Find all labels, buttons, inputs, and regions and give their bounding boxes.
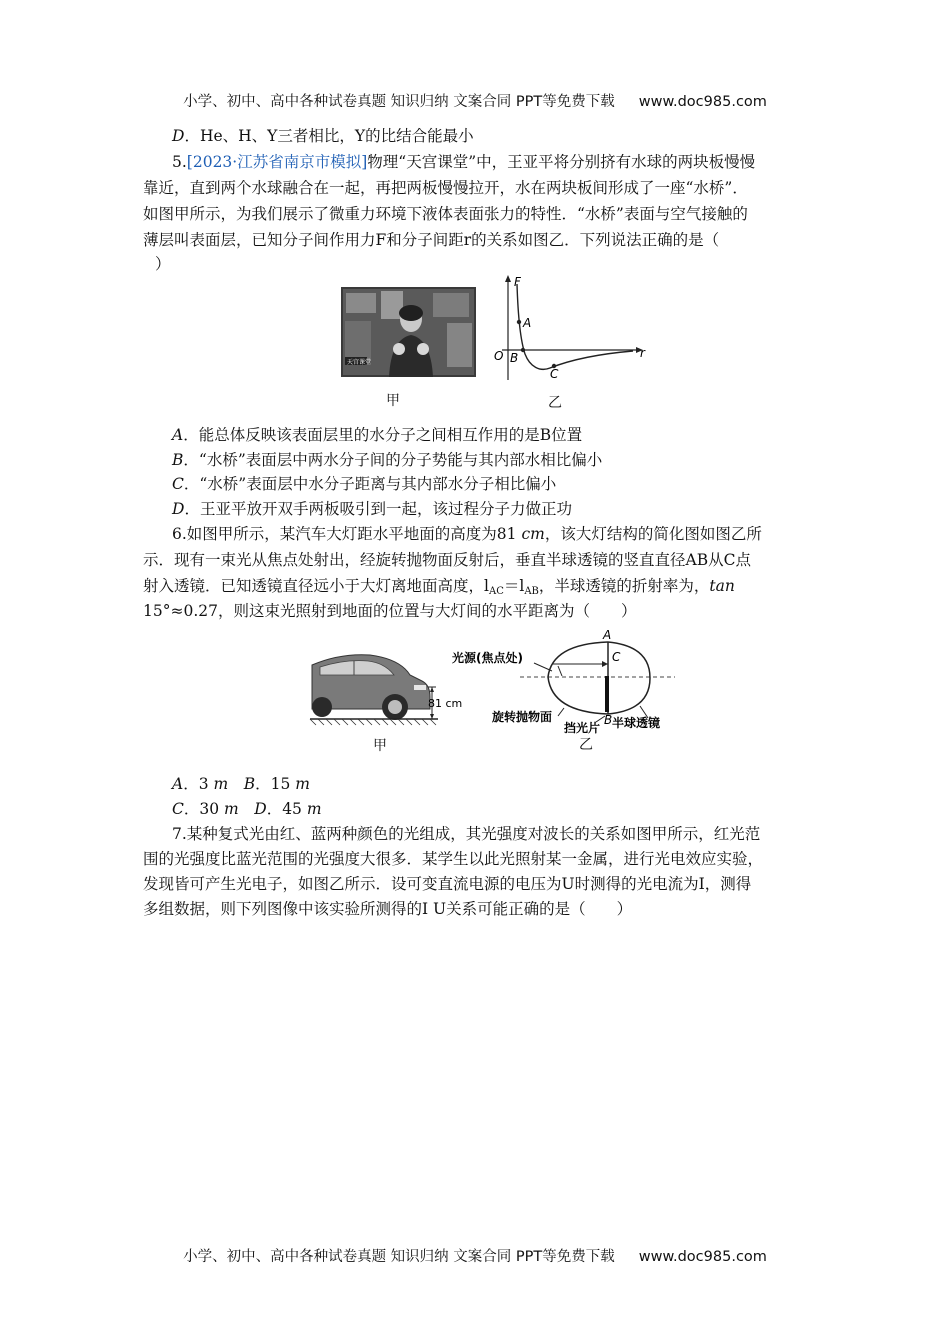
option-letter: D xyxy=(172,500,185,518)
q7-line3: 发现皆可产生光电子，如图乙所示．设可变直流电源的电压为U时测得的光电流为I，测得 xyxy=(143,875,752,893)
label-C: C xyxy=(612,650,621,664)
q6-line2: 示．现有一束光从焦点处射出，经旋转抛物面反射后，垂直半球透镜的竖直直径AB从C点 xyxy=(143,551,751,569)
q5-option-c xyxy=(172,472,556,496)
q5-option-d xyxy=(172,497,572,521)
label-shield: 挡光片 xyxy=(564,721,601,735)
q4-option-d xyxy=(172,124,474,148)
label-A: A xyxy=(603,628,612,642)
q6-fig-yi-label: 乙 xyxy=(579,737,593,753)
option-letter: B xyxy=(172,451,184,469)
graph-label-F: F xyxy=(514,275,521,289)
option-unit: m xyxy=(306,800,322,818)
graph-label-O: O xyxy=(494,349,504,363)
label-B: B xyxy=(604,713,613,727)
option-letter: A xyxy=(172,775,184,793)
option-text: ．“水桥”表面层中两水分子间的分子势能与其内部水相比偏小 xyxy=(183,451,603,469)
option-text: ．王亚平放开双手两板吸引到一起，该过程分子力做正功 xyxy=(184,500,572,518)
option-letter: D xyxy=(254,800,267,818)
q5-number: 5. xyxy=(172,153,187,171)
option-value: ．30 xyxy=(183,800,225,818)
q6-unit: cm xyxy=(521,525,545,543)
q6-options-row1 xyxy=(172,772,310,796)
footer-text: 小学、初中、高中各种试卷真题 知识归纳 文案合同 PPT等免费下载 xyxy=(183,1249,615,1265)
q5-line4: 薄层叫表面层，已知分子间作用力F和分子间距r的关系如图乙．下列说法正确的是（ xyxy=(143,231,720,249)
option-letter: D xyxy=(172,127,185,145)
photo-caption: 天宫课堂 xyxy=(347,359,372,366)
q6-options-row2 xyxy=(172,797,322,821)
q6-text: ，半球透镜的折射率为， xyxy=(538,577,710,595)
q6-line4: 15°≈0.27，则这束光照射到地面的位置与大灯间的水平距离为（ ） xyxy=(143,602,637,620)
page-header xyxy=(0,90,950,111)
q5-force-graph xyxy=(488,272,653,387)
footer-url[interactable]: www.doc985.com xyxy=(638,1249,767,1265)
q6-lamp-diagram xyxy=(452,624,720,759)
label-light-source: 光源(焦点处) xyxy=(452,651,523,665)
q5-line1 xyxy=(172,150,755,174)
q6-text: ＝l xyxy=(503,577,525,595)
car-height-label: 81 cm xyxy=(428,697,463,710)
option-value: ．45 xyxy=(266,800,307,818)
graph-label-B: B xyxy=(510,351,519,365)
q7-line2: 围的光强度比蓝光范围的光强度大很多．某学生以此光照射某一金属，进行光电效应实验， xyxy=(143,850,764,868)
option-value: ．15 xyxy=(255,775,296,793)
q6-text: ，该大灯结构的简化图如图乙所 xyxy=(544,525,762,543)
q6-sub: AC xyxy=(488,586,504,597)
q6-line1 xyxy=(172,522,762,546)
graph-label-A: A xyxy=(523,316,532,330)
q5-line2: 靠近，直到两个水球融合在一起，再把两板慢慢拉开，水在两块板间形成了一座“水桥”． xyxy=(143,179,748,197)
q6-fig-jia-label: 甲 xyxy=(373,738,387,754)
q6-text: 射入透镜．已知透镜直径远小于大灯离地面高度，l xyxy=(143,577,489,595)
q5-option-a xyxy=(172,423,582,447)
option-text: ．能总体反映该表面层里的水分子之间相互作用的是B位置 xyxy=(183,426,583,444)
q5-option-b xyxy=(172,448,602,472)
page-footer xyxy=(0,1245,950,1266)
option-letter: C xyxy=(172,475,184,493)
q6-sub: AB xyxy=(524,586,539,597)
option-text: ．He、H、Y三者相比，Y的比结合能最小 xyxy=(184,127,474,145)
option-unit: m xyxy=(224,800,239,818)
q6-text: 6.如图甲所示，某汽车大灯距水平地面的高度为81 xyxy=(172,525,522,543)
label-paraboloid: 旋转抛物面 xyxy=(492,710,553,724)
option-text: ．“水桥”表面层中水分子距离与其内部水分子相比偏小 xyxy=(183,475,557,493)
q5-source: [2023·江苏省南京市模拟] xyxy=(186,153,368,171)
label-lens: 半球透镜 xyxy=(612,716,661,730)
graph-label-C: C xyxy=(550,367,559,381)
option-unit: m xyxy=(295,775,310,793)
q5-line5: ） xyxy=(155,255,171,273)
q5-text: 物理“天宫课堂”中，王亚平将分别挤有水球的两块板慢慢 xyxy=(367,153,756,171)
q6-tan: tan xyxy=(709,577,735,595)
graph-label-r: r xyxy=(640,346,645,360)
option-unit: m xyxy=(213,775,229,793)
option-letter: B xyxy=(243,775,256,793)
q7-line1: 7.某种复式光由红、蓝两种颜色的光组成，其光强度对波长的关系如图甲所示，红光范 xyxy=(172,825,761,843)
header-text: 小学、初中、高中各种试卷真题 知识归纳 文案合同 PPT等免费下载 xyxy=(183,94,615,110)
header-url[interactable]: www.doc985.com xyxy=(638,94,767,110)
option-letter: C xyxy=(172,800,184,818)
q7-line4: 多组数据，则下列图像中该实验所测得的I U关系可能正确的是（ ） xyxy=(143,900,633,918)
q5-line3: 如图甲所示，为我们展示了微重力环境下液体表面张力的特性．“水桥”表面与空气接触的 xyxy=(143,205,748,223)
q5-fig-yi-label: 乙 xyxy=(548,395,562,411)
q5-photo xyxy=(341,287,476,377)
option-letter: A xyxy=(172,426,184,444)
option-value: ．3 xyxy=(183,775,214,793)
q5-fig-jia-label: 甲 xyxy=(386,393,400,409)
